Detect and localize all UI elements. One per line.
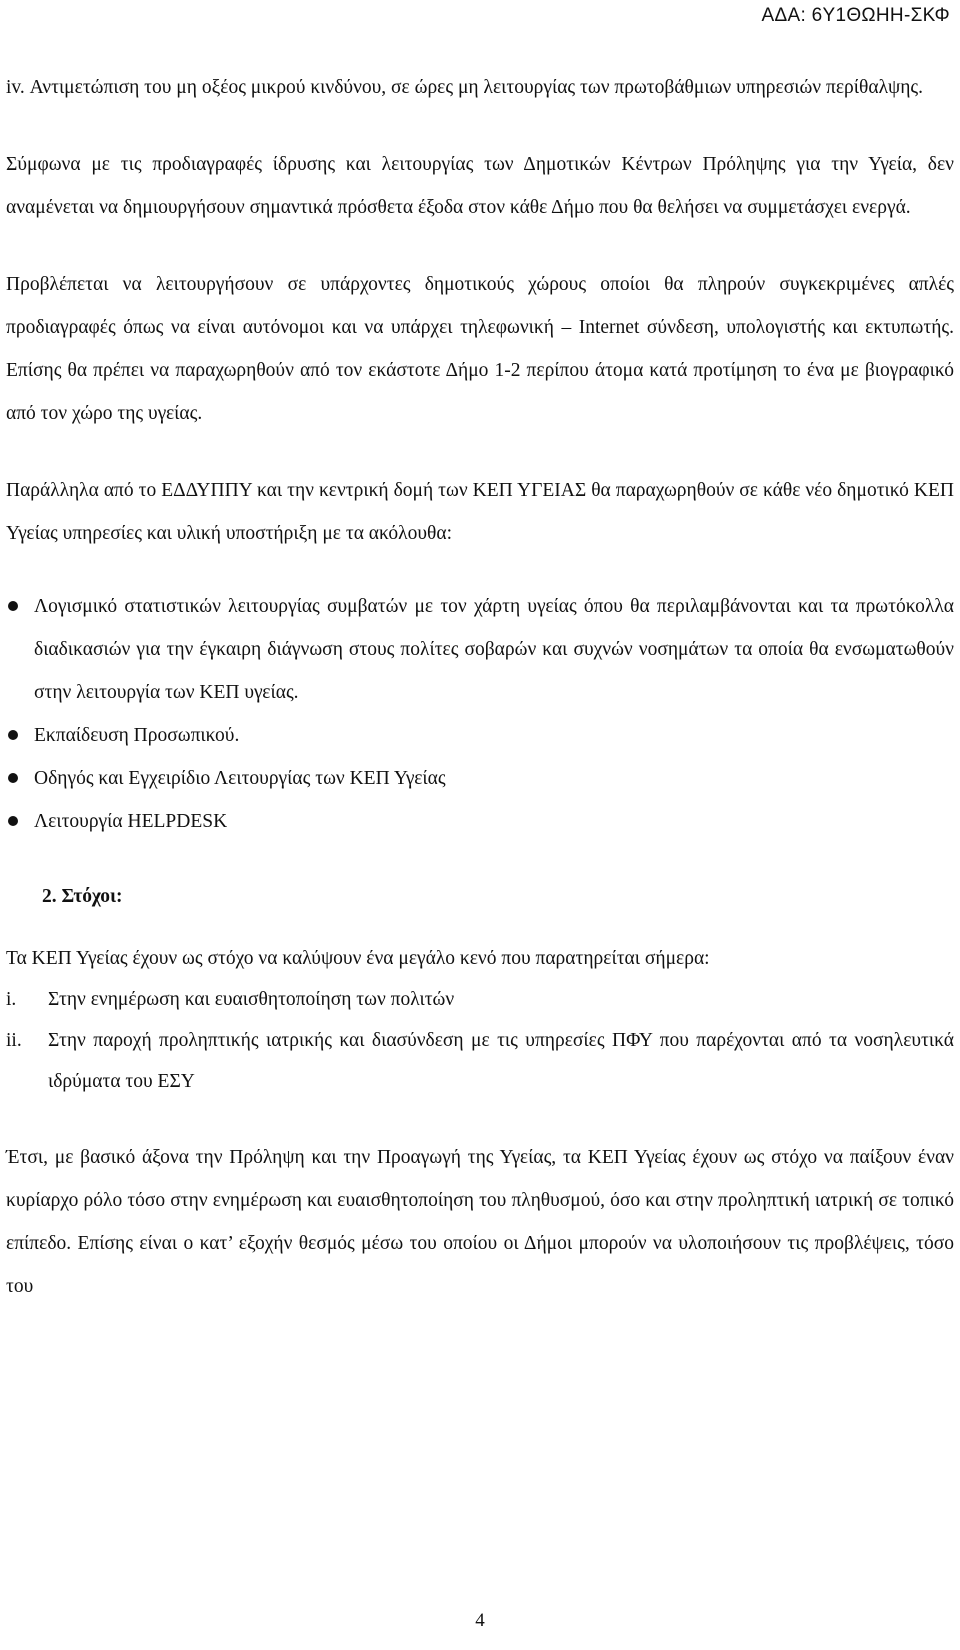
- list-item-text: Στην ενημέρωση και ευαισθητοποίηση των πολιτών: [48, 989, 455, 1010]
- paragraph-cost: Σύμφωνα με τις προδιαγραφές ίδρυσης και λειτουργίας των Δημοτικών Κέντρων Πρόληψης για την Υγεία, δεν αναμένεται να δημιουργήσουν σημαντικά πρόσθετα έξοδα στον κάθε Δήμο που θα θελήσει να συμμετάσχει ενεργά.: [6, 154, 954, 218]
- list-item: [6, 1020, 954, 1102]
- list-item-text: Λειτουργία HELPDESK: [34, 811, 228, 832]
- list-item: [6, 757, 954, 800]
- list-item-text: Οδηγός και Εγχειρίδιο Λειτουργίας των ΚΕΠ Υγείας: [34, 768, 446, 789]
- paragraph-premises: Προβλέπεται να λειτουργήσουν σε υπάρχοντες δημοτικούς χώρους οποίοι θα πληρούν συγκεκριμένες απλές προδιαγραφές όπως να είναι αυτόνομοι και να υπάρχει τηλεφωνική – Internet σύνδεση, υπολογιστής και εκτυπωτής. Επίσης θα πρέπει να παραχωρηθούν από τον εκάστοτε Δήμο 1-2 περίπου άτομα κατά προτίμηση το ένα με βιογραφικό από τον χώρο της υγείας.: [6, 274, 954, 424]
- goals-intro: Τα ΚΕΠ Υγείας έχουν ως στόχο να καλύψουν ένα μεγάλο κενό που παρατηρείται σήμερα:: [6, 948, 710, 969]
- ada-identifier: ΑΔΑ: 6Υ1ΘΩΗΗ-ΣΚΦ: [761, 5, 950, 26]
- section-heading: 2. Στόχοι:: [42, 886, 123, 907]
- bullet-icon: [8, 816, 18, 826]
- list-item: [6, 585, 954, 714]
- list-item-iv: iv. Αντιμετώπιση του μη οξέος μικρού κινδύνου, σε ώρες μη λειτουργίας των πρωτοβάθμιων υπηρεσιών περίθαλψης.: [6, 77, 924, 98]
- list-item: [6, 800, 954, 843]
- document-body: [6, 66, 954, 1308]
- paragraph-prevention: Έτσι, με βασικό άξονα την Πρόληψη και την Προαγωγή της Υγείας, τα ΚΕΠ Υγείας έχουν ως στόχο να παίξουν έναν κυρίαρχο ρόλο τόσο στην ενημέρωση και ευαισθητοποίηση του πληθυσμού, όσο και στην προληπτική ιατρική σε τοπικό επίπεδο. Επίσης είναι ο κατ’ εξοχήν θεσμός μέσω του οποίου οι Δήμοι μπορούν να υλοποιήσουν τις προβλέψεις, τόσο του: [6, 1147, 954, 1297]
- list-number: ii.: [6, 1030, 22, 1051]
- list-item: [6, 979, 954, 1020]
- list-item-text: Εκπαίδευση Προσωπικού.: [34, 725, 240, 746]
- goals-list: [6, 979, 954, 1102]
- list-item-text: Στην παροχή προληπτικής ιατρικής και διασύνδεση με τις υπηρεσίες ΠΦΥ που παρέχονται από τα νοσηλευτικά ιδρύματα του ΕΣΥ: [48, 1030, 954, 1092]
- bullet-icon: [8, 773, 18, 783]
- bullet-icon: [8, 601, 18, 611]
- bullet-icon: [8, 730, 18, 740]
- list-number: i.: [6, 989, 17, 1010]
- list-item: [6, 714, 954, 757]
- list-item-text: Λογισμικό στατιστικών λειτουργίας συμβατών με τον χάρτη υγείας όπου θα περιλαμβάνονται και τα πρωτόκολλα διαδικασιών για την έγκαιρη διάγνωση στους πολίτες σοβαρών και συχνών νοσημάτων τα οποία θα ενσωματωθούν στην λειτουργία των ΚΕΠ υγείας.: [34, 596, 954, 703]
- support-list: [6, 585, 954, 843]
- paragraph-support: Παράλληλα από το ΕΔΔΥΠΠΥ και την κεντρική δομή των ΚΕΠ ΥΓΕΙΑΣ θα παραχωρηθούν σε κάθε νέο δημοτικό ΚΕΠ Υγείας υπηρεσίες και υλική υποστήριξη με τα ακόλουθα:: [6, 480, 954, 544]
- page-number: 4: [475, 1610, 485, 1631]
